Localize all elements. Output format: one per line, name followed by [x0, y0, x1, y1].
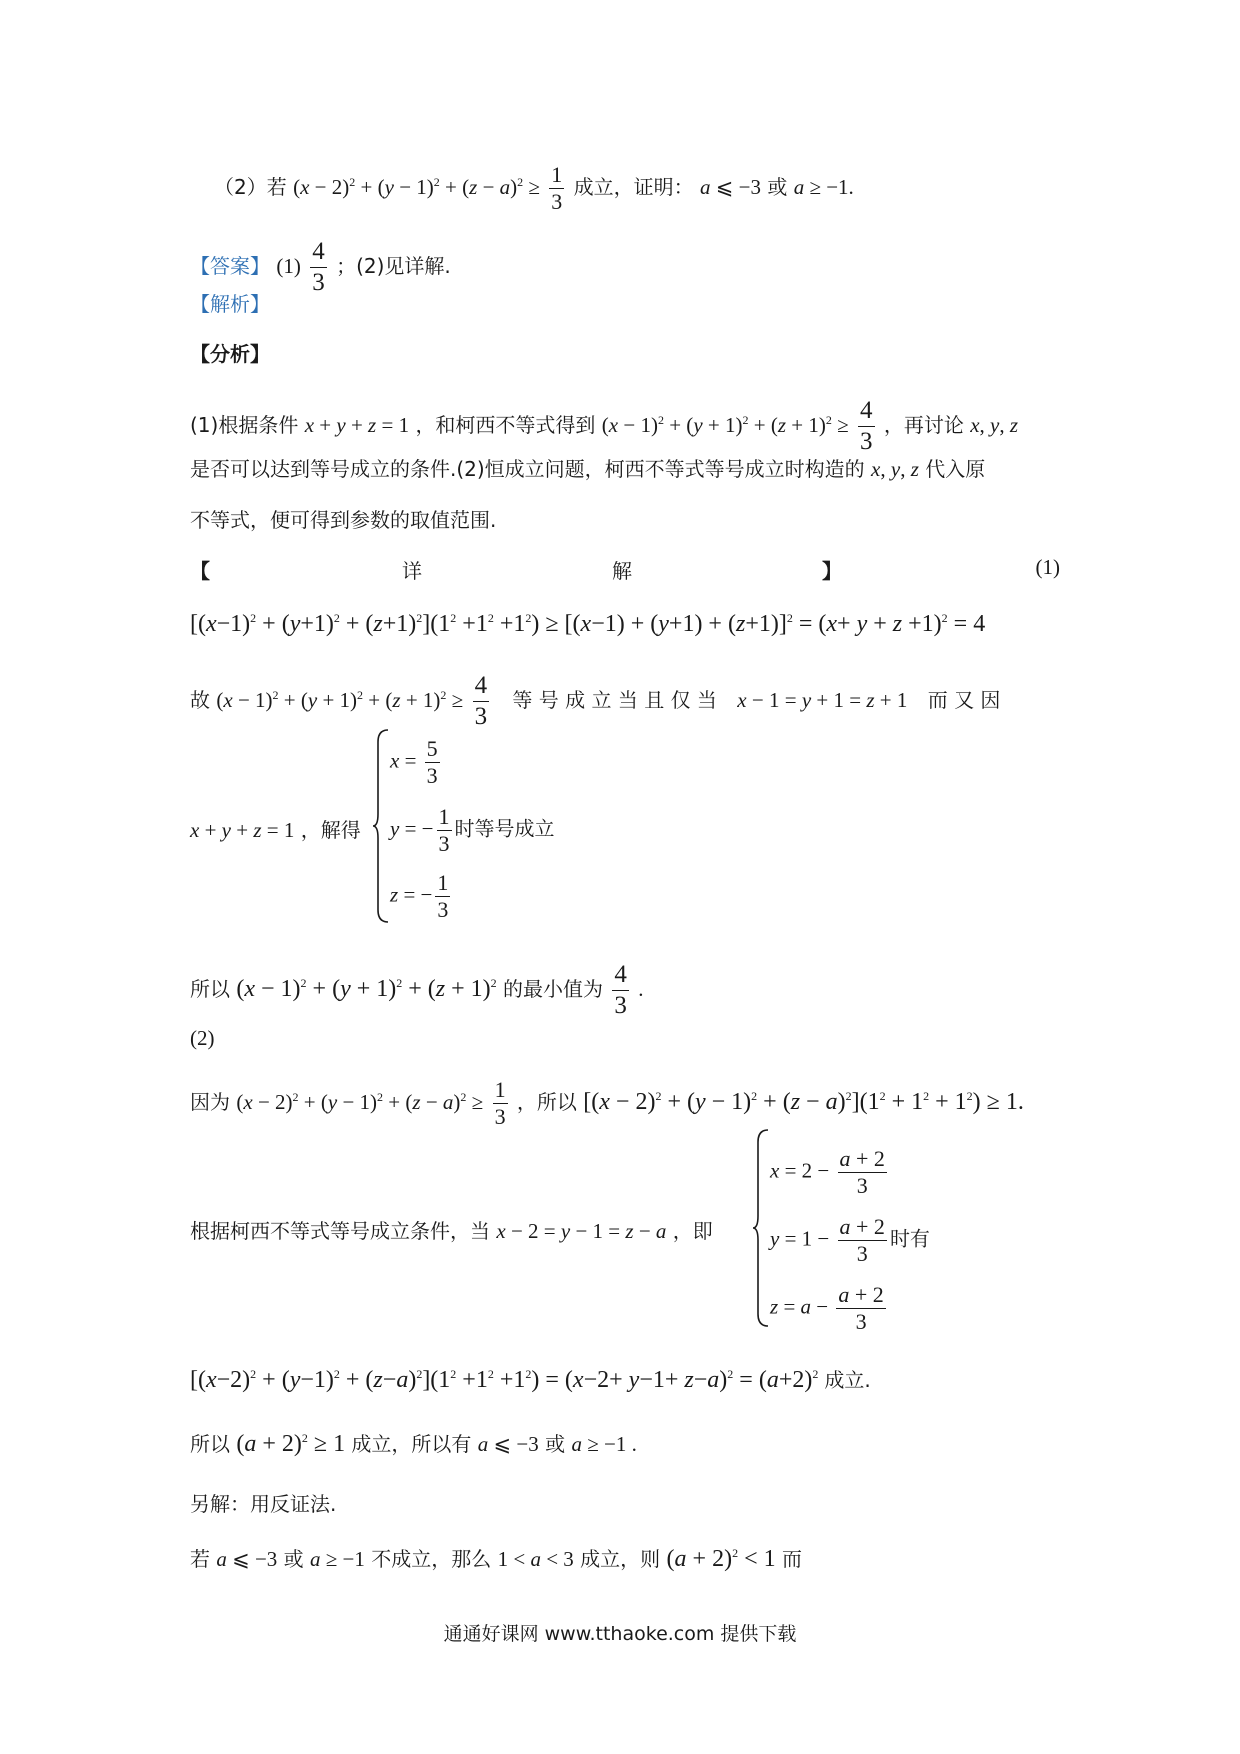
cauchy-equation-2: $[(x-2)^2 + (y-1)^2 + (z-a)^2](1^2 +1^2 +1^2) = (x-2+ y-1+ z-a)^2 = (a+2)^2$ 成立.: [190, 1367, 871, 1393]
last-line: 若 a ⩽ −3 或 a ≥ −1 不成立，那么 1 < a < 3 成立，则 $(a + 2)^2 < 1$ 而: [190, 1546, 802, 1572]
sys1-x: x = $\frac{5}{3}$: [390, 736, 438, 788]
cauchy-equation-1: $[(x-1)^2 + (y+1)^2 + (z+1)^2](1^2 +1^2 +1^2) \ge [(x-1) + (y+1) + (z+1)]^2 = (x+ y + z +1)^2 = 4$: [190, 611, 986, 637]
sys1-y: y = − $\frac{1}{3}$ 时等号成立: [390, 804, 555, 856]
left-brace-1: [372, 728, 390, 924]
answer-fraction: $\frac{4}{3}$: [312, 238, 325, 296]
sys1-z: z = − $\frac{1}{3}$: [390, 870, 449, 922]
q2-inequality: $(x - 2)^2 + (y - 1)^2 + (z - a)^2$ ≥: [293, 175, 540, 199]
conclusion-line: 所以 $(a + 2)^2 \ge 1$ 成立，所以有 a ⩽ −3 或 a ≥ −1 .: [190, 1431, 637, 1457]
q2-cond: 成立，证明：: [573, 175, 694, 199]
fenxi-line-1: (1)根据条件 x + y + z = 1 ，和柯西不等式得到 $(x - 1)^2 + (y + 1)^2 + (z + 1)^2$ ≥ $\frac{4}{3}$ ，再讨论 x, y, z: [190, 397, 1019, 455]
jiexi-tag: 【解析】: [190, 292, 270, 316]
alt-solution: 另解：用反证法.: [190, 1492, 337, 1516]
system-1-label: x + y + z = 1 ，解得: [190, 818, 361, 842]
part2-number: (2): [190, 1026, 215, 1050]
system-2-label: 根据柯西不等式等号成立条件，当 x − 2 = y − 1 = z − a ，即: [190, 1219, 713, 1243]
answer-line: 【答案】 (1) $\frac{4}{3}$ ；(2)见详解.: [190, 238, 451, 296]
sys2-x: x = 2 − $\frac{a + 2}{3}$: [770, 1146, 885, 1198]
sys2-z: z = a − $\frac{a + 2}{3}$: [770, 1282, 884, 1334]
min-value-line: 所以 $(x - 1)^2 + (y + 1)^2 + (z + 1)^2$ 的最小值为 $\frac{4}{3}$ .: [190, 961, 644, 1019]
equality-line: 故 $(x - 1)^2 + (y + 1)^2 + (z + 1)^2$ ≥ $\frac{4}{3}$ 等 号 成 立 当 且 仅 当 x − 1 = y + 1 = z + 1 而 又 因: [190, 672, 1001, 730]
fenxi-line-2: 是否可以达到等号成立的条件.(2)恒成立问题，柯西不等式等号成立时构造的 x, y, z 代入原: [190, 457, 986, 481]
q2-prefix: （2）若: [214, 175, 287, 199]
page-footer: 通通好课网 www.tthaoke.com 提供下载: [443, 1623, 797, 1645]
part2-line-1: 因为 $(x - 2)^2 + (y - 1)^2 + (z - a)^2$ ≥ $\frac{1}{3}$ ，所以 $[(x - 2)^2 + (y - 1)^2 + (z - a)^2](1^2 + 1^2 + 1^2) \ge 1$.: [190, 1077, 1024, 1129]
answer-tag: 【答案】: [190, 254, 270, 278]
fraction-1-3: $\frac{1}{3}$: [551, 162, 563, 214]
xiangjie-header: 【 详 解 】 (1): [190, 555, 1060, 583]
sys2-y: y = 1 − $\frac{a + 2}{3}$ 时有: [770, 1214, 930, 1266]
fenxi-tag: 【分析】: [190, 342, 270, 366]
fenxi-line-3: 不等式，便可得到参数的取值范围.: [190, 508, 497, 532]
question-2: （2）若 $(x - 2)^2 + (y - 1)^2 + (z - a)^2$ ≥ $\frac{1}{3}$ 成立，证明： a ⩽ −3 或 a ≥ −1.: [214, 162, 854, 214]
left-brace-2: [752, 1128, 770, 1328]
